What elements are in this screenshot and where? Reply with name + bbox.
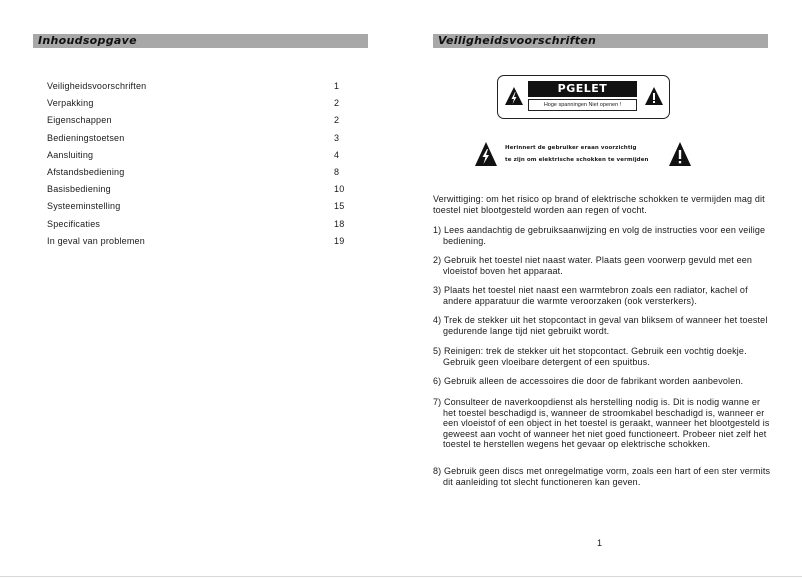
toc-label: In geval van problemen <box>47 235 145 246</box>
safety-item-text: 5) Reinigen: trek de stekker uit het stopcontact. Gebruik een vochtig doekje. Gebruik geen vloeibare detergent of een spuitbus. <box>433 346 747 367</box>
toc-row[interactable] <box>47 216 347 233</box>
toc-label: Aansluiting <box>47 149 94 160</box>
toc-row[interactable] <box>47 112 347 129</box>
toc-page-number: 1 <box>334 81 340 91</box>
toc-label: Eigenschappen <box>47 115 112 126</box>
toc-page-number: 10 <box>334 184 345 195</box>
toc-label: Specificaties <box>47 218 101 229</box>
safety-item <box>433 376 773 387</box>
caution-text-line-2: te zijn om elektrische schokken te vermijden <box>505 157 649 163</box>
toc-label: Systeeminstelling <box>47 201 121 212</box>
warning-title: PGELET <box>528 81 637 97</box>
toc-label: Bedieningstoetsen <box>47 132 125 143</box>
toc-row[interactable] <box>47 78 347 95</box>
safety-item <box>433 315 773 336</box>
toc-section-header <box>33 34 368 48</box>
toc-row[interactable] <box>47 233 347 250</box>
toc-page-number: 15 <box>334 201 345 212</box>
safety-item-text: 3) Plaats het toestel niet naast een warmtebron zoals een radiator, kachel of andere apparatuur die warmte veroorzaken (ook versterkers). <box>433 285 748 306</box>
toc-label: Afstandsbediening <box>47 166 125 177</box>
safety-section-header <box>433 34 768 48</box>
exclamation-warning-icon <box>644 86 664 106</box>
lightning-warning-icon <box>504 86 524 106</box>
toc-page-number: 18 <box>334 218 345 229</box>
toc-page-number: 3 <box>334 132 340 143</box>
safety-item-text: 8) Gebruik geen discs met onregelmatige vorm, zoals een hart of een ster vermits dit aanleiding tot slecht functioneren kan geven. <box>433 466 771 487</box>
safety-item-text: 6) Gebruik alleen de accessoires die door de fabrikant worden aanbevolen. <box>433 376 744 386</box>
safety-item <box>433 397 773 450</box>
safety-item-text: 2) Gebruik het toestel niet naast water. Plaats geen voorwerp gevuld met een vloeistof boven het apparaat. <box>433 255 753 276</box>
toc-page-number: 2 <box>334 115 340 126</box>
safety-item <box>433 346 773 367</box>
toc-label: Veiligheidsvoorschriften <box>47 81 147 91</box>
toc-row[interactable] <box>47 198 347 215</box>
safety-intro-paragraph <box>433 194 773 215</box>
warning-subtitle: Hoge spanningen Niet openen ! <box>528 99 637 111</box>
safety-item-text: 4) Trek de stekker uit het stopcontact in geval van bliksem of wanneer het toestel gedurende lange tijd niet gebruikt wordt. <box>433 315 768 336</box>
safety-item-text: 1) Lees aandachtig de gebruiksaanwijzing en volg de instructies voor een veilige bediening. <box>433 225 766 246</box>
safety-item <box>433 255 773 276</box>
toc-row[interactable] <box>47 181 347 198</box>
table-of-contents <box>47 78 347 250</box>
caution-text-line-1: Herinnert de gebruiker eraan voorzichtig <box>505 145 637 151</box>
toc-page-number: 2 <box>334 98 340 109</box>
high-voltage-warning-label <box>497 75 670 119</box>
safety-item <box>433 285 773 306</box>
safety-item <box>433 466 773 487</box>
exclamation-caution-icon <box>668 141 692 167</box>
toc-page-number: 8 <box>334 166 340 177</box>
page-number: 1 <box>597 538 603 548</box>
lightning-caution-icon <box>474 141 498 167</box>
page-bottom-line <box>0 576 802 577</box>
safety-section-title: Veiligheidsvoorschriften <box>438 34 597 47</box>
toc-row[interactable] <box>47 95 347 112</box>
toc-row[interactable] <box>47 164 347 181</box>
safety-item <box>433 225 773 246</box>
toc-label: Basisbediening <box>47 184 111 195</box>
toc-label: Verpakking <box>47 98 94 109</box>
toc-row[interactable] <box>47 147 347 164</box>
toc-section-title: Inhoudsopgave <box>38 34 137 47</box>
toc-page-number: 19 <box>334 235 345 246</box>
safety-item-text: 7) Consulteer de naverkoopdienst als herstelling nodig is. Dit is nodig wanne er het toestel beschadigd is, wanneer de stroomkabel beschadigd is, wanneer er een vloeistof of een object in het toestel is geraakt, wanneer het blootgesteld is geweest aan vocht of wanneer het niet goed functioneert. Probeer niet zelf het toestel te herstellen wegens het gevaar op elektrische schokken. <box>433 397 770 450</box>
toc-page-number: 4 <box>334 149 340 160</box>
safety-intro-text: Verwittiging: om het risico op brand of elektrische schokken te vermijden mag dit toestel niet blootgesteld worden aan regen of vocht. <box>433 194 765 215</box>
toc-row[interactable] <box>47 130 347 147</box>
